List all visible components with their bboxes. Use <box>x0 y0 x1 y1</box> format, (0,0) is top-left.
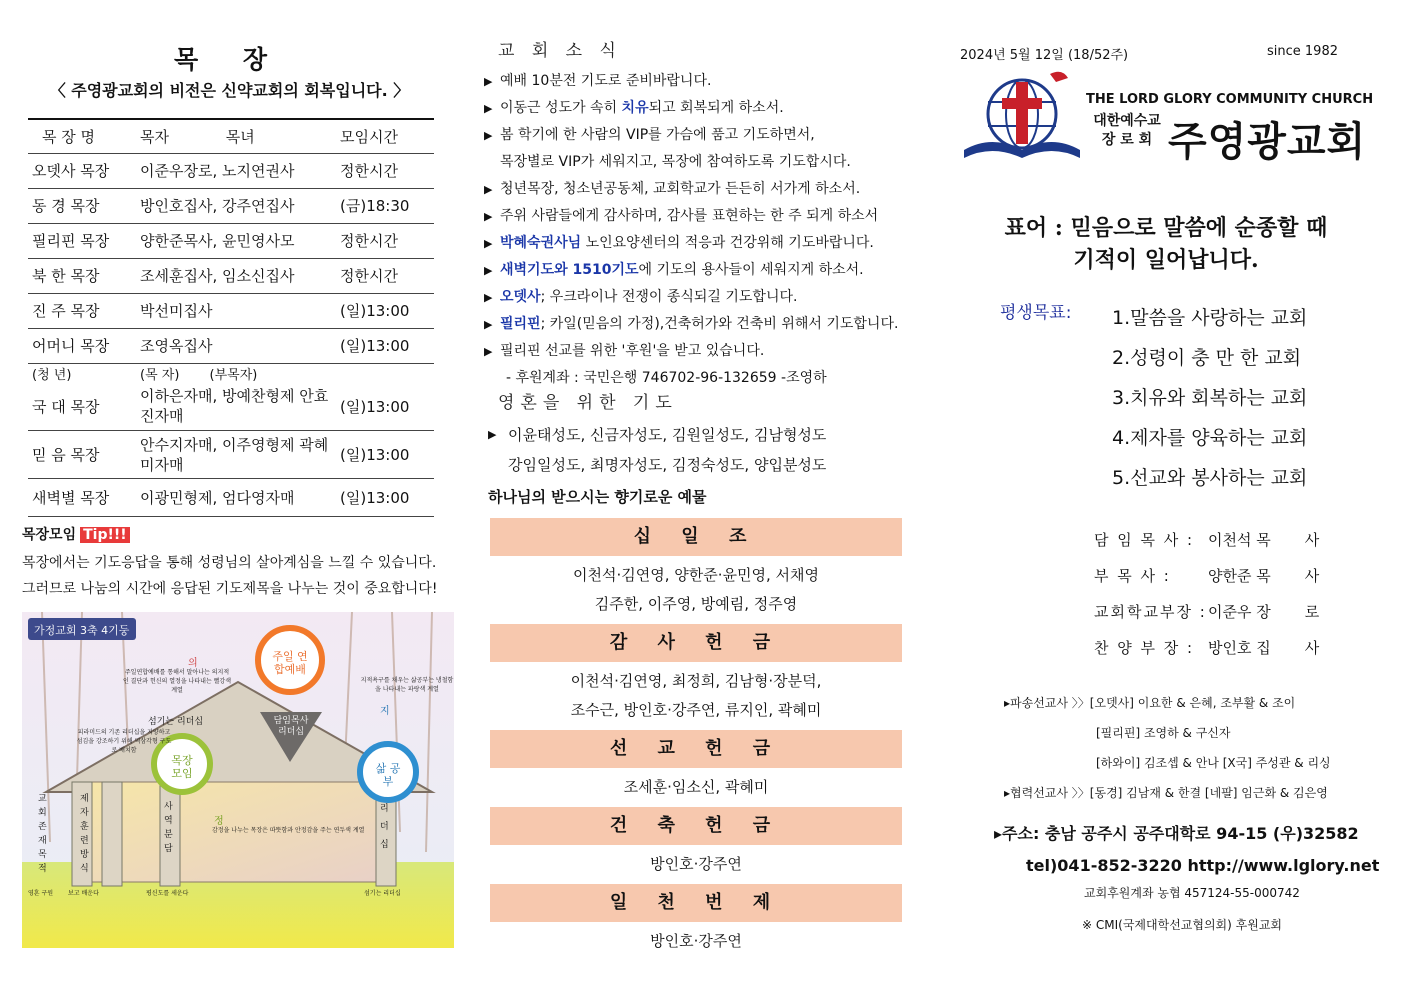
goal-item: 2.성령이 충 만 한 교회 <box>1112 347 1302 369</box>
list-item <box>484 230 924 257</box>
mokjang-time: (일)13:00 <box>336 479 434 517</box>
base-label: 보고 배운다 <box>68 890 99 897</box>
mokjang-leaders: 양한준목사, 윤민영사모 <box>136 223 336 258</box>
pillar-label: 교회존재목적 <box>38 794 47 874</box>
mokjang-leaders: 이준우장로, 노지연권사 <box>136 153 336 188</box>
mokjang-leaders: 이하은자매, 방예찬형제 안효진자매 <box>136 383 336 431</box>
table-row <box>28 293 434 328</box>
mission-line: ▸파송선교사 〉〉[오뎃사] 이요한 & 은혜, 조부활 & 조이 <box>1004 696 1296 710</box>
news-title: 교 회 소 식 <box>498 41 622 61</box>
knowledge-label: 지 <box>380 706 390 717</box>
denomination: 대한예수교 장 로 회 <box>1093 113 1161 148</box>
mokjang-time: (일)13:00 <box>336 293 434 328</box>
mokjang-time: (금)18:30 <box>336 188 434 223</box>
news-text: - 후원계좌 : 국민은행 746702-96-132659 -조영하 <box>506 370 827 386</box>
staff-row <box>1094 594 1319 630</box>
church-name-en: THE LORD GLORY COMMUNITY CHURCH <box>1086 92 1374 107</box>
staff-name: 이천석 목 <box>1208 531 1271 549</box>
mokjang-time: 정한시간 <box>336 153 434 188</box>
pillar-label: 리더십 <box>380 804 389 850</box>
table-row <box>28 383 434 431</box>
table-row <box>28 223 434 258</box>
diagram-badge: 가정교회 3축 4기둥 <box>34 624 130 637</box>
church-name-ko: 주영광교회 <box>1168 118 1367 165</box>
youth-header-mokja: (목 자) <box>140 367 180 383</box>
mokjang-name: 필리핀 목장 <box>28 223 136 258</box>
staff-row <box>1094 630 1319 666</box>
goal-item: 3.치유와 회복하는 교회 <box>1112 387 1308 409</box>
staff-title: 사 <box>1304 639 1320 657</box>
offering-name-line: 방인호·강주연 <box>650 855 742 873</box>
bullet-icon: ▶ <box>484 210 493 223</box>
table-row <box>28 153 434 188</box>
mokjang-time: (일)13:00 <box>336 383 434 431</box>
goal-item: 4.제자를 양육하는 교회 <box>1112 427 1308 449</box>
news-highlight: 새벽기도와 1510기도 <box>500 262 639 278</box>
offering-title: 일 천 번 제 <box>490 884 902 922</box>
tip-badge: Tip!!! <box>80 527 130 543</box>
news-text: 주위 사람들에게 감사하며, 감사를 표현하는 한 주 되게 하소서 <box>500 208 879 224</box>
pillar-label: 제자훈련방식 <box>80 794 89 874</box>
emotion-label: 정 <box>214 816 224 827</box>
soul-title: 영혼을 위한 기도 <box>498 393 678 413</box>
bullet-icon: ▶ <box>484 318 493 331</box>
bullet-icon: ▶ <box>484 264 493 277</box>
pyramid-note: 피라미드의 기존 리더십을 지양하고 섬김을 강조하기 위해 역삼각형 구도로 배치함 <box>76 729 172 754</box>
will-note: 주일연합예배를 통해서 말아나는 의지적인 결단과 헌신의 열정을 나타내는 뻘강색 계열 <box>122 669 232 694</box>
bullet-icon: ▶ <box>484 183 493 196</box>
bullet-icon: ▶ <box>484 345 493 358</box>
mission-line: [필리핀] 조영하 & 구신자 <box>1096 726 1231 740</box>
offering-names <box>490 845 902 884</box>
church-emblem-icon <box>958 68 1084 168</box>
soul-prayer-list <box>484 420 924 480</box>
offering-names <box>490 556 902 624</box>
bullet-icon: ▶ <box>484 102 493 115</box>
table-row <box>28 258 434 293</box>
soul-line: 강임일성도, 최명자성도, 김정숙성도, 양입분성도 <box>508 456 827 474</box>
mission-line: [하와이] 김조셉 & 안나 [X국] 주성관 & 리싱 <box>1096 756 1331 770</box>
tip-heading <box>22 524 130 544</box>
cmi-note: ※ CMI(국제대학선교협의회) 후원교회 <box>1082 918 1283 932</box>
staff-role: 부 목 사 : <box>1094 567 1171 585</box>
header-leaders <box>136 119 336 153</box>
list-item <box>484 311 924 338</box>
news-text: 봄 학기에 한 사람의 VIP를 가슴에 품고 기도하면서, <box>500 127 815 143</box>
mokjang-time: (일)13:00 <box>336 328 434 363</box>
mokjang-name: 오뎃사 목장 <box>28 153 136 188</box>
news-text: 이동근 성도가 속히 <box>500 100 622 116</box>
staff-list <box>1094 522 1319 666</box>
youth-rows <box>28 383 434 517</box>
offering-names <box>490 662 902 730</box>
table-header <box>28 119 434 153</box>
offering-name-line: 방인호·강주연 <box>650 932 742 950</box>
staff-title: 로 <box>1304 603 1320 621</box>
will-label: 의 <box>188 658 198 669</box>
mokjang-leaders: 박선미집사 <box>136 293 336 328</box>
youth-header-leaders <box>136 363 336 383</box>
table-row <box>28 431 434 479</box>
offering-name-line: 이천석·김연영, 양한준·윤민영, 서채영 <box>573 566 819 584</box>
offering-list <box>490 518 902 961</box>
servant-leadership: 섬기는 리더십 <box>148 717 204 727</box>
offering-title: 십 일 조 <box>490 518 902 556</box>
list-item <box>484 68 924 95</box>
offering-title: 선 교 헌 금 <box>490 730 902 768</box>
offering-name-line: 이천석·김연영, 최정희, 김남형·장분덕, <box>570 672 822 690</box>
mokjang-name: 진 주 목장 <box>28 293 136 328</box>
staff-role: 교회학교부장 : <box>1094 603 1207 621</box>
list-item <box>484 122 924 149</box>
mokjang-name: 동 경 목장 <box>28 188 136 223</box>
table-row <box>28 479 434 517</box>
youth-header-bumokja: (부목자) <box>209 367 258 383</box>
offering-name-line: 김주한, 이주영, 방예림, 정주영 <box>594 595 798 613</box>
list-item <box>484 95 924 122</box>
mokjang-name: 새벽별 목장 <box>28 479 136 517</box>
offering-name-line: 조세훈·임소신, 곽혜미 <box>623 778 769 796</box>
soul-names: 이윤태성도, 신금자성도, 김원일성도, 김남형성도 <box>508 426 827 444</box>
staff-row <box>1094 522 1319 558</box>
staff-row <box>1094 558 1319 594</box>
list-item <box>484 203 924 230</box>
news-highlight: 치유 <box>621 100 649 116</box>
mokjang-time: 정한시간 <box>336 258 434 293</box>
circle-mokjang: 목장 모임 <box>171 754 193 780</box>
mokjang-leaders: 조영옥집사 <box>136 328 336 363</box>
bullet-icon: ▶ <box>484 129 493 142</box>
offering-title: 감 사 헌 금 <box>490 624 902 662</box>
motto-line: 표어 : 믿음으로 말씀에 순종할 때 <box>1004 215 1328 241</box>
bullet-icon: ▶ <box>484 291 493 304</box>
table-row <box>28 328 434 363</box>
base-label: 평신도를 세운다 <box>146 890 189 897</box>
news-highlight: 박혜숙권사님 <box>500 235 582 251</box>
youth-header <box>28 363 434 383</box>
address: ▸주소: 충남 공주시 공주대학로 94-15 (우)32582 <box>994 824 1359 843</box>
news-text: 노인요양센터의 적응과 건강위해 기도바랍니다. <box>581 235 874 251</box>
news-text: 청년목장, 청소년공동체, 교회학교가 든든히 서가게 하소서. <box>500 181 861 197</box>
offering-name-line: 조수근, 방인호·강주연, 류지인, 곽혜미 <box>570 701 822 719</box>
news-text: 필리핀 선교를 위한 '후원'을 받고 있습니다. <box>500 343 765 359</box>
mokjang-time: (일)13:00 <box>336 431 434 479</box>
list-item <box>484 176 924 203</box>
tip-line: 그러므로 나눔의 시간에 응답된 기도제목을 나누는 것이 중요합니다! <box>22 581 438 597</box>
base-label: 섬기는 리더십 <box>364 890 401 897</box>
contact-info <box>994 818 1379 882</box>
list-item <box>484 284 924 311</box>
goal-item: 1.말씀을 사랑하는 교회 <box>1112 307 1308 329</box>
table-row <box>28 188 434 223</box>
tip-label: 목장모임 <box>22 527 77 543</box>
staff-name: 양한준 목 <box>1208 567 1271 585</box>
house-church-diagram <box>22 612 454 948</box>
goal-list <box>1112 298 1307 498</box>
pastor-leadership: 담임목사 리더십 <box>273 716 309 737</box>
youth-header-name: (청 년) <box>32 367 72 383</box>
mokjang-leaders: 조세훈집사, 임소신집사 <box>136 258 336 293</box>
mokjang-leaders: 방인호집사, 강주연집사 <box>136 188 336 223</box>
bullet-icon: ▶ <box>484 75 493 88</box>
tip-text <box>22 550 462 602</box>
mokjang-leaders: 안수지자매, 이주영형제 곽혜미자매 <box>136 431 336 479</box>
mokjang-title: 목 장 <box>173 45 285 74</box>
since-year: since 1982 <box>1267 44 1338 59</box>
missionaries <box>1004 688 1331 808</box>
staff-title: 사 <box>1304 531 1320 549</box>
news-text: 에 기도의 용사들이 세워지게 하소서. <box>638 262 864 278</box>
news-highlight: 오뎃사 <box>500 289 541 305</box>
bullet-icon: ▶ <box>488 428 497 441</box>
bank-account: 교회후원계좌 농협 457124-55-000742 <box>1084 886 1300 900</box>
circle-worship: 주일 연합예배 <box>272 650 308 676</box>
mokjang-name: 북 한 목장 <box>28 258 136 293</box>
motto <box>950 212 1382 276</box>
mokjang-rows <box>28 153 434 363</box>
mission-line: ▸협력선교사 〉〉[동경] 김남재 & 한결 [네팔] 임근화 & 김은영 <box>1004 786 1328 800</box>
mokjang-name: 어머니 목장 <box>28 328 136 363</box>
soul-line <box>484 420 924 450</box>
bulletin-date: 2024년 5월 12일 (18/52주) <box>960 48 1129 63</box>
list-item <box>484 149 924 176</box>
offering-title: 건 축 헌 금 <box>490 807 902 845</box>
news-text: ; 카일(믿음의 가정),건축허가와 건축비 위해서 기도합니다. <box>540 316 899 332</box>
list-item <box>484 365 924 392</box>
circle-study: 삶 공부 <box>375 762 401 788</box>
church-logo <box>958 68 1374 168</box>
news-text: 목장별로 VIP가 세워지고, 목장에 참여하도록 기도합시다. <box>500 154 851 170</box>
base-label: 영혼 구원 <box>28 890 54 897</box>
soul-banner <box>484 390 696 416</box>
staff-title: 사 <box>1304 567 1320 585</box>
offering-heading: 하나님의 받으시는 향기로운 예물 <box>488 488 707 506</box>
tip-line: 목장에서는 기도응답을 통해 성령님의 살아계심을 느낄 수 있습니다. <box>22 555 437 571</box>
mokjang-name: 국 대 목장 <box>28 383 136 431</box>
header-time: 모임시간 <box>336 119 434 153</box>
news-banner <box>484 38 696 64</box>
header-name: 목 장 명 <box>28 119 136 153</box>
list-item <box>484 257 924 284</box>
news-text: ; 우크라이나 전쟁이 종식되길 기도합니다. <box>540 289 798 305</box>
news-highlight: 필리핀 <box>500 316 541 332</box>
phone-website: tel)041-852-3220 http://www.lglory.net <box>1026 856 1380 875</box>
bullet-icon: ▶ <box>484 237 493 250</box>
motto-line: 기적이 일어납니다. <box>1073 247 1259 273</box>
emotion-note: 감정을 나누는 목장은 따뜻함과 안정감을 주는 연두색 계열 <box>212 827 365 834</box>
offering-names <box>490 922 902 961</box>
pillar-label: 사역분담 <box>164 802 173 854</box>
mokjang-leaders: 이광민형제, 엄다영자매 <box>136 479 336 517</box>
vision-statement: 〈 주영광교회의 비전은 신약교회의 회복입니다. 〉 <box>49 81 410 100</box>
offering-names <box>490 768 902 807</box>
staff-role: 담 임 목 사 : <box>1094 531 1195 549</box>
list-item <box>484 338 924 365</box>
goal-item: 5.선교와 봉사하는 교회 <box>1112 467 1308 489</box>
header-mokja: 목자 <box>140 127 169 146</box>
mokjang-name: 믿 음 목장 <box>28 431 136 479</box>
knowledge-note: 지적욕구를 채우는 삶공부는 냉철함을 나타내는 파랑색 계열 <box>360 677 454 693</box>
goal-label: 평생목표: <box>1000 303 1072 323</box>
staff-name: 이준우 장 <box>1208 603 1271 621</box>
mokjang-table <box>28 118 434 517</box>
staff-name: 방인호 집 <box>1208 639 1271 657</box>
news-text: 예배 10분전 기도로 준비바랍니다. <box>500 73 712 89</box>
header-mongnyeo: 목녀 <box>225 127 255 146</box>
mokjang-time: 정한시간 <box>336 223 434 258</box>
news-list <box>484 68 924 392</box>
news-text: 되고 회복되게 하소서. <box>648 100 784 116</box>
staff-role: 찬 양 부 장 : <box>1094 639 1195 657</box>
